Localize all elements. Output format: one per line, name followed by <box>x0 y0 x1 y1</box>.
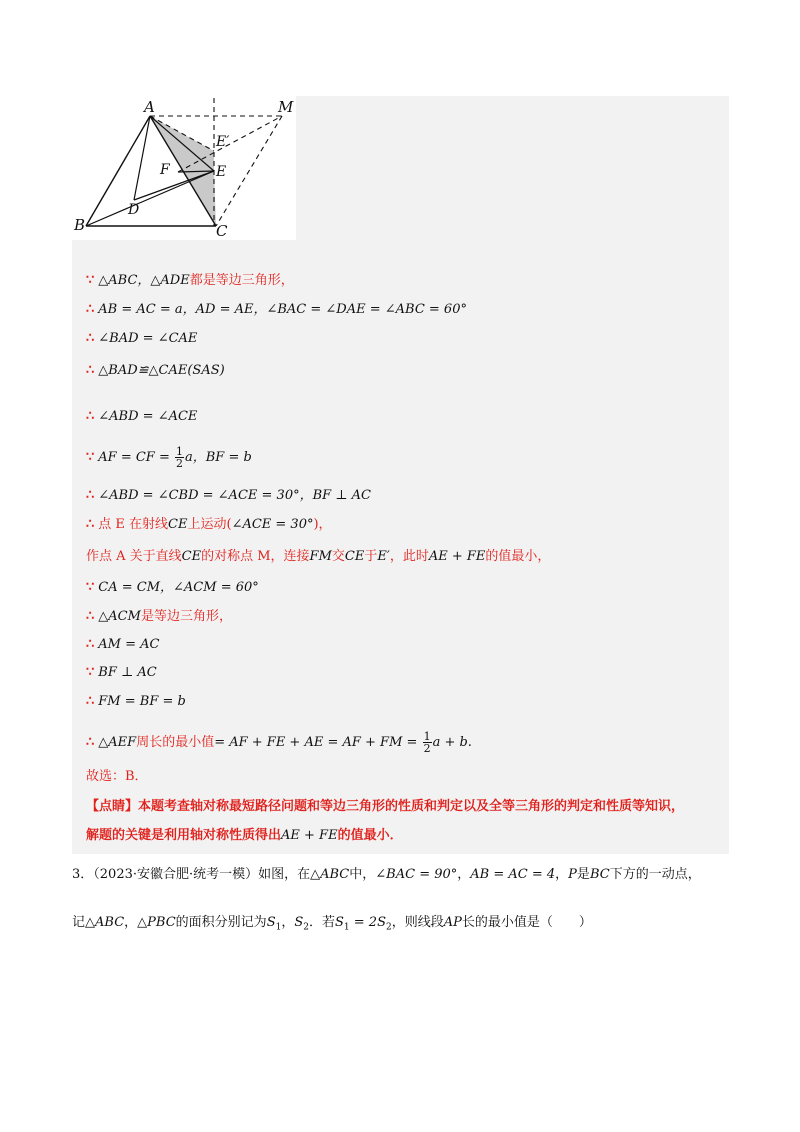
line-text: 于 <box>364 549 378 564</box>
line-text: ，此时 <box>389 549 429 564</box>
math-expr: AB = AC = 4 <box>470 867 556 882</box>
math-expr: a + b <box>432 735 468 750</box>
geometry-figure <box>72 96 296 240</box>
solution-line-5 <box>86 406 197 428</box>
therefore-symbol: ∴ <box>86 694 95 709</box>
line-text: )， <box>313 517 332 532</box>
solution-line-12 <box>86 634 159 656</box>
period: . <box>467 735 472 750</box>
solution-line-10 <box>86 577 259 599</box>
label-m: M <box>278 98 294 116</box>
line-text: 都是等边三角形， <box>189 273 294 288</box>
geometry-diagram <box>72 96 296 240</box>
subscript: 2 <box>303 922 309 933</box>
math-expr: △ABC <box>85 915 125 930</box>
math-expr: CA = CM，∠ACM = 60° <box>98 580 259 595</box>
fraction-half <box>175 446 184 469</box>
key-point-tag: 【点睛】 <box>86 799 139 814</box>
line-text: 上运动( <box>187 517 232 532</box>
line-text: 的值最小． <box>337 828 403 843</box>
because-symbol: ∵ <box>86 273 95 288</box>
question-text: 是 <box>576 867 590 882</box>
label-e-prime: E′ <box>216 134 230 150</box>
question-text: ， <box>457 867 471 882</box>
math-expr: △AEF <box>98 735 137 750</box>
math-expr: AP <box>443 915 462 930</box>
line-text: 解题的关键是利用轴对称性质得出 <box>86 828 282 843</box>
because-symbol: ∵ <box>86 580 95 595</box>
therefore-symbol: ∴ <box>86 331 95 346</box>
math-expr: AB = AC = a，AD = AE，∠BAC = ∠DAE = ∠ABC = 60° <box>98 302 467 317</box>
math-expr: ∠BAD = ∠CAE <box>98 331 198 346</box>
math-expr: ∠ACE = 30° <box>231 517 314 532</box>
segment-be <box>86 171 214 226</box>
fraction-half <box>423 731 432 754</box>
math-expr: ∠ABD = ∠ACE <box>98 409 198 424</box>
math-expr: S <box>294 915 304 930</box>
math-expr: ∠ABD = ∠CBD = ∠ACE = 30°，BF ⊥ AC <box>98 488 371 503</box>
solution-line-2 <box>86 299 467 321</box>
frac-num: 1 <box>423 730 431 743</box>
math-expr: FM = BF = b <box>98 694 186 709</box>
math-expr: FM <box>309 549 332 564</box>
solution-line-4 <box>86 360 225 382</box>
frac-den: 2 <box>423 742 431 755</box>
math-expr: = 2S <box>349 915 386 930</box>
question-text: ， <box>555 867 569 882</box>
solution-block <box>72 96 729 854</box>
line-text: 交 <box>331 549 345 564</box>
question-text: 下方的一动点， <box>609 867 701 882</box>
math-expr: S <box>335 915 344 930</box>
line-text: 本题考查轴对称最短路径问题和等边三角形的性质和判定以及全等三角形的判定和性质等知识， <box>138 799 685 814</box>
line-text: 的值最小， <box>485 549 551 564</box>
solution-line-15 <box>86 728 472 758</box>
question-text: ， <box>124 915 138 930</box>
line-text: 周长的最小值 <box>136 735 215 750</box>
question-text: 的面积分别记为 <box>175 915 267 930</box>
label-d: D <box>128 202 140 218</box>
frac-num: 1 <box>175 445 183 458</box>
math-expr: P <box>568 867 577 882</box>
math-expr: AM = AC <box>98 637 160 652</box>
solution-line-6 <box>86 444 252 472</box>
therefore-symbol: ∴ <box>86 517 95 532</box>
therefore-symbol: ∴ <box>86 302 95 317</box>
line-text: 是等边三角形， <box>140 609 232 624</box>
answer-text: 故选：B． <box>86 769 148 784</box>
math-expr: AF = CF = <box>98 450 170 465</box>
question-3-line-1 <box>72 864 732 886</box>
question-3-line-2 <box>72 912 732 939</box>
therefore-symbol: ∴ <box>86 363 95 378</box>
math-expr: △ACM <box>98 609 141 624</box>
math-expr: △ABC，△ADE <box>98 273 190 288</box>
label-e: E <box>216 164 227 180</box>
math-expr: BF ⊥ AC <box>98 665 157 680</box>
label-b: B <box>74 216 86 234</box>
question-text: 记 <box>72 915 86 930</box>
solution-line-9 <box>86 546 550 568</box>
question-text: ．若 <box>308 915 335 930</box>
math-expr: ∠BAC = 90° <box>375 867 458 882</box>
question-text: 中， <box>349 867 376 882</box>
math-expr: S <box>266 915 276 930</box>
therefore-symbol: ∴ <box>86 609 95 624</box>
math-expr: △BAD≌△CAE(SAS) <box>98 363 225 378</box>
label-a: A <box>144 98 155 116</box>
therefore-symbol: ∴ <box>86 488 95 503</box>
solution-line-13 <box>86 662 157 684</box>
frac-den: 2 <box>175 457 183 470</box>
subscript: 1 <box>343 922 350 933</box>
line-text: 作点 A 关于直线 <box>86 549 182 564</box>
solution-line-3 <box>86 328 197 350</box>
solution-line-1 <box>86 270 294 292</box>
label-f: F <box>160 162 170 178</box>
therefore-symbol: ∴ <box>86 409 95 424</box>
solution-line-16 <box>86 766 148 788</box>
because-symbol: ∵ <box>86 665 95 680</box>
math-expr: AE + FE <box>428 549 486 564</box>
math-expr: AE + FE <box>281 828 338 843</box>
question-text: 长的最小值是（ ） <box>461 915 592 930</box>
math-expr: E′ <box>377 549 390 564</box>
line-text: 点 E 在射线 <box>98 517 169 532</box>
question-text: 3．（2023·安徽合肥·统考一模）如图，在 <box>72 867 311 882</box>
math-expr: CE <box>181 549 202 564</box>
solution-line-18 <box>86 825 403 847</box>
question-text: ， <box>281 915 295 930</box>
solution-line-7 <box>86 485 371 507</box>
math-expr: a，BF = b <box>184 450 252 465</box>
math-expr: △PBC <box>137 915 176 930</box>
question-text: ，则线段 <box>391 915 444 930</box>
therefore-symbol: ∴ <box>86 735 95 750</box>
math-expr: BC <box>589 867 610 882</box>
subscript: 1 <box>275 922 282 933</box>
solution-line-11 <box>86 606 232 628</box>
solution-line-14 <box>86 691 186 713</box>
math-expr: = AF + FE + AE = AF + FM = <box>214 735 418 750</box>
line-text: 的对称点 M，连接 <box>201 549 310 564</box>
label-c: C <box>216 222 228 240</box>
because-symbol: ∵ <box>86 450 95 465</box>
math-expr: △ABC <box>310 867 350 882</box>
subscript: 2 <box>385 922 392 933</box>
therefore-symbol: ∴ <box>86 637 95 652</box>
solution-line-8 <box>86 514 332 536</box>
solution-line-17 <box>86 796 684 818</box>
math-expr: CE <box>344 549 365 564</box>
math-expr: CE <box>168 517 188 532</box>
segment-ab <box>86 116 150 226</box>
